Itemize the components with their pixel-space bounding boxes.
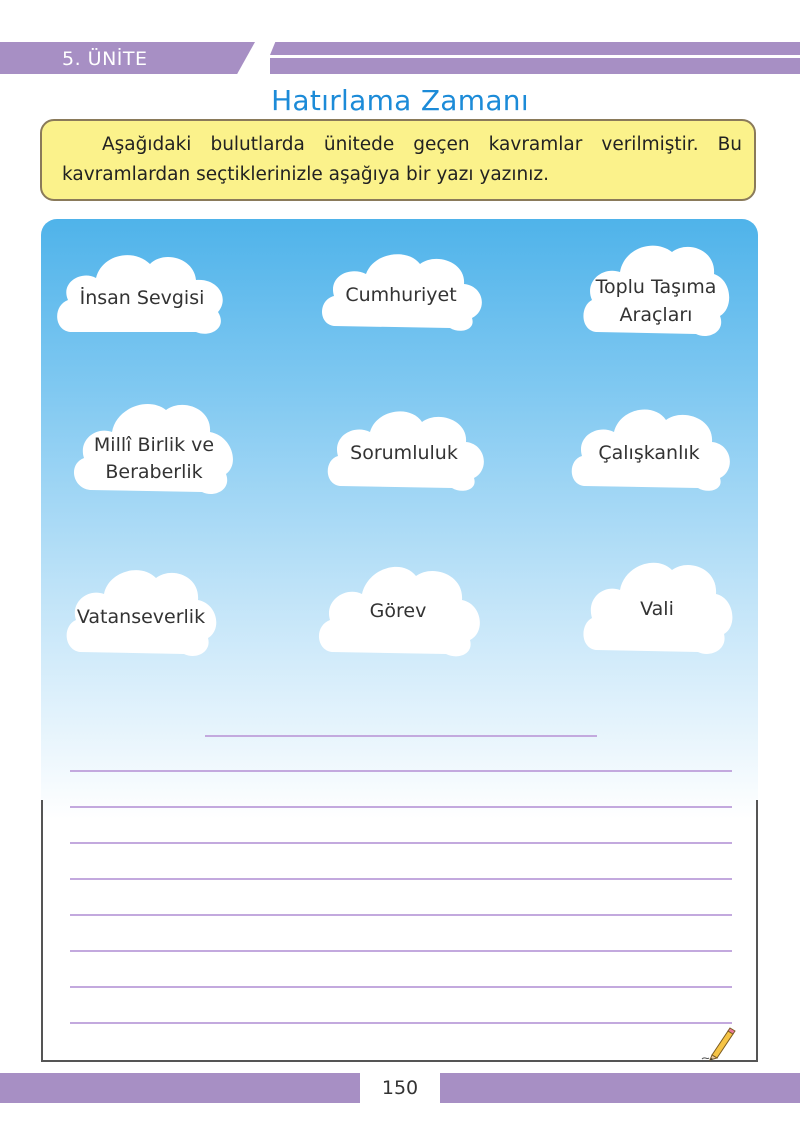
writing-line[interactable] [70, 986, 732, 988]
cloud-concept [62, 560, 220, 660]
cloud-label-line2: Beraberlik [105, 461, 203, 483]
cloud-label: Cumhuriyet [345, 284, 457, 306]
cloud-concept [322, 400, 486, 494]
writing-line[interactable] [70, 914, 732, 916]
writing-line[interactable] [70, 842, 732, 844]
cloud-label: Vali [640, 598, 674, 620]
writing-line[interactable] [70, 770, 732, 772]
cloud-concept [580, 552, 734, 660]
cloud-concept [566, 398, 732, 494]
cloud-label: Sorumluluk [350, 442, 458, 464]
cloud-label: Millî Birlik ve [93, 434, 215, 456]
title-writing-line[interactable] [205, 735, 597, 737]
writing-line[interactable] [70, 806, 732, 808]
cloud-label: İnsan Sevgisi [79, 287, 205, 309]
writing-line[interactable] [70, 878, 732, 880]
cloud-label: Çalışkanlık [598, 442, 700, 464]
writing-line[interactable] [70, 1022, 732, 1024]
cloud-label-line2: Araçları [619, 304, 693, 326]
header-stripes [270, 42, 800, 74]
cloud-concept [52, 244, 232, 342]
instruction-text: Aşağıdaki bulutlarda ünitede geçen kavramlar verilmiştir. Bu kavramlardan seçtiklerinizle aşağıya bir yazı yazınız. [62, 134, 742, 185]
cloud-concept [68, 392, 240, 500]
cloud-concept [314, 556, 482, 660]
cloud-label: Toplu Taşıma [595, 276, 717, 298]
cloud-concept [580, 236, 732, 342]
cloud-label: Görev [369, 600, 427, 622]
page-title: Hatırlama Zamanı [271, 84, 529, 117]
page-number: 150 [360, 1073, 440, 1103]
cloud-label: Vatanseverlik [76, 606, 206, 628]
cloud-concept [316, 244, 486, 334]
writing-line[interactable] [70, 950, 732, 952]
pencil-icon [700, 1025, 736, 1061]
unit-label: 5. ÜNİTE [62, 48, 148, 70]
